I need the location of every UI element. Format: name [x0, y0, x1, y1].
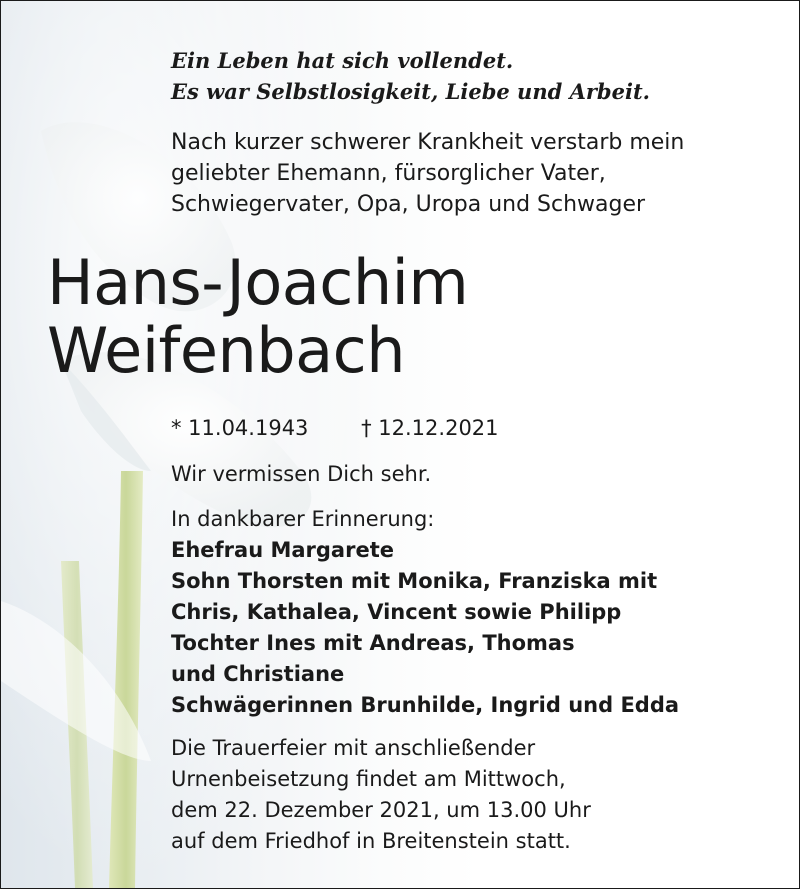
mourner-line: und Christiane — [171, 662, 345, 686]
funeral-service-info — [171, 733, 591, 857]
service-line: dem 22. Dezember 2021, um 13.00 Uhr — [171, 798, 591, 822]
death-date: † 12.12.2021 — [361, 416, 499, 440]
service-line: auf dem Friedhof in Breitenstein statt. — [171, 829, 571, 853]
service-line: Urnenbeisetzung findet am Mittwoch, — [171, 767, 566, 791]
intro-text — [171, 127, 684, 220]
last-name: Weifenbach — [47, 314, 406, 387]
mourner-line: Sohn Thorsten mit Monika, Franziska mit — [171, 569, 658, 593]
mourner-line: Tochter Ines mit Andreas, Thomas — [171, 631, 575, 655]
mourner-line: Chris, Kathalea, Vincent sowie Philipp — [171, 600, 622, 624]
motto-line: Ein Leben hat sich vollendet. — [171, 48, 514, 73]
motto — [171, 45, 650, 107]
intro-line: geliebter Ehemann, fürsorglicher Vater, — [171, 161, 606, 186]
mourners-list — [171, 535, 679, 721]
mourners-heading: In dankbarer Erinnerung: — [171, 507, 435, 531]
life-dates — [171, 413, 499, 443]
first-name: Hans-Joachim — [47, 246, 469, 319]
mourner-line: Ehefrau Margarete — [171, 538, 394, 562]
service-line: Die Trauerfeier mit anschließender — [171, 736, 536, 760]
motto-line: Es war Selbstlosigkeit, Liebe und Arbeit. — [171, 79, 650, 104]
miss-line: Wir vermissen Dich sehr. — [171, 462, 432, 486]
intro-line: Nach kurzer schwerer Krankheit verstarb mein — [171, 130, 685, 155]
mourner-line: Schwägerinnen Brunhilde, Ingrid und Edda — [171, 693, 680, 717]
intro-line: Schwiegervater, Opa, Uropa und Schwager — [171, 192, 646, 217]
deceased-name — [47, 246, 469, 387]
birth-date: * 11.04.1943 — [171, 416, 309, 440]
mourners-section — [171, 504, 679, 721]
